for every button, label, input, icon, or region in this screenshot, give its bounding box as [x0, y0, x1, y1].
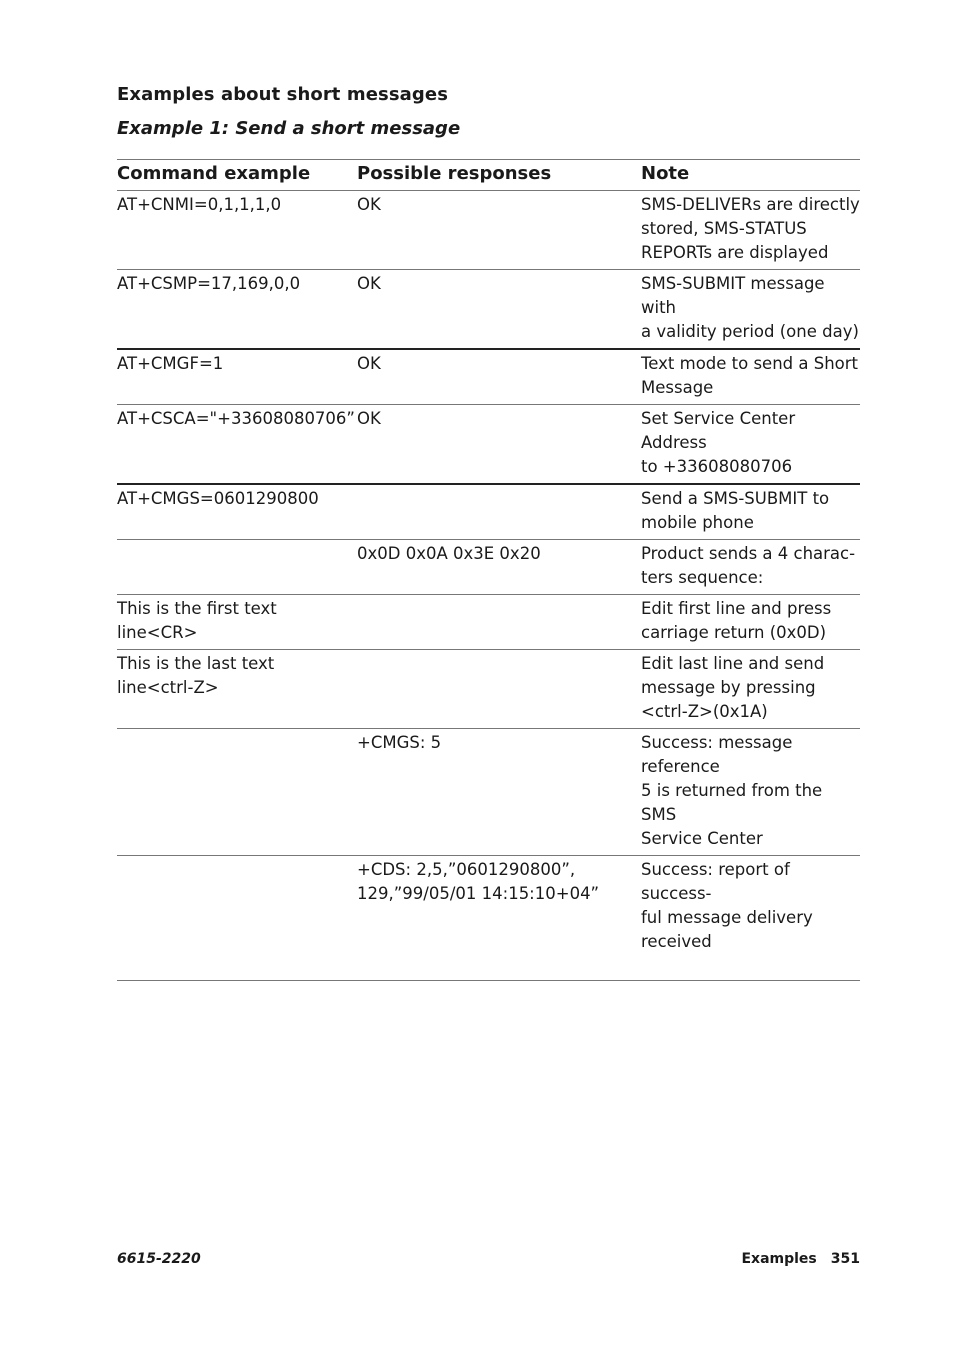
response-cell: +CDS: 2,5,”0601290800”, 129,”99/05/01 14:15:10+04” [357, 860, 600, 903]
response-cell [357, 650, 641, 729]
header-possible-responses: Possible responses [357, 163, 552, 184]
table-row [117, 191, 860, 270]
table-row [117, 650, 860, 729]
command-cell: AT+CSMP=17,169,0,0 [117, 274, 301, 293]
command-cell: This is the last text line<ctrl-Z> [117, 654, 275, 697]
response-cell [357, 595, 641, 650]
footer-doc-number: 6615-2220 [117, 1251, 201, 1267]
header-note: Note [641, 163, 690, 184]
note-cell: SMS-SUBMIT message with a validity period (one day) [641, 274, 859, 341]
example-title: Example 1: Send a short message [117, 118, 461, 139]
note-cell: Product sends a 4 charac- ters sequence: [641, 544, 856, 587]
table-row [117, 540, 860, 595]
header-command-example: Command example [117, 163, 311, 184]
note-cell: Edit last line and send message by pressing <ctrl-Z>(0x1A) [641, 654, 825, 721]
table-row [117, 405, 860, 485]
document-page [117, 0, 860, 1350]
note-cell: Set Service Center Address to +33608080706 [641, 409, 796, 476]
table-row [117, 729, 860, 856]
command-cell [117, 540, 357, 595]
response-cell: +CMGS: 5 [357, 733, 442, 752]
note-cell: Text mode to send a Short Message [641, 354, 859, 397]
command-table [117, 159, 860, 981]
table-header-row [117, 160, 860, 191]
section-title: Examples about short messages [117, 84, 449, 105]
note-cell: SMS-DELIVERs are directly stored, SMS-STATUS REPORTs are displayed [641, 195, 860, 262]
response-cell: OK [357, 354, 381, 373]
table-row [117, 270, 860, 350]
command-cell [117, 729, 357, 856]
response-cell [357, 484, 641, 540]
note-cell: Success: report of success- ful message delivery received [641, 860, 813, 951]
note-cell: Edit first line and press carriage return (0x0D) [641, 599, 832, 642]
table-row [117, 856, 860, 981]
command-cell [117, 856, 357, 981]
command-cell: AT+CMGS=0601290800 [117, 489, 319, 508]
response-cell: 0x0D 0x0A 0x3E 0x20 [357, 544, 541, 563]
table-row [117, 349, 860, 405]
note-cell: Success: message reference 5 is returned from the SMS Service Center [641, 733, 823, 848]
table-row [117, 595, 860, 650]
note-cell: Send a SMS-SUBMIT to mobile phone [641, 489, 830, 532]
footer-page-info [741, 1251, 860, 1267]
response-cell: OK [357, 274, 381, 293]
command-cell: AT+CNMI=0,1,1,1,0 [117, 195, 282, 214]
footer-section: Examples [741, 1251, 817, 1267]
table-row [117, 484, 860, 540]
response-cell: OK [357, 195, 381, 214]
response-cell: OK [357, 409, 381, 428]
command-cell: AT+CSCA="+33608080706” [117, 409, 355, 428]
command-cell: This is the first text line<CR> [117, 599, 277, 642]
footer-page-number: 351 [830, 1251, 860, 1267]
command-cell: AT+CMGF=1 [117, 354, 224, 373]
